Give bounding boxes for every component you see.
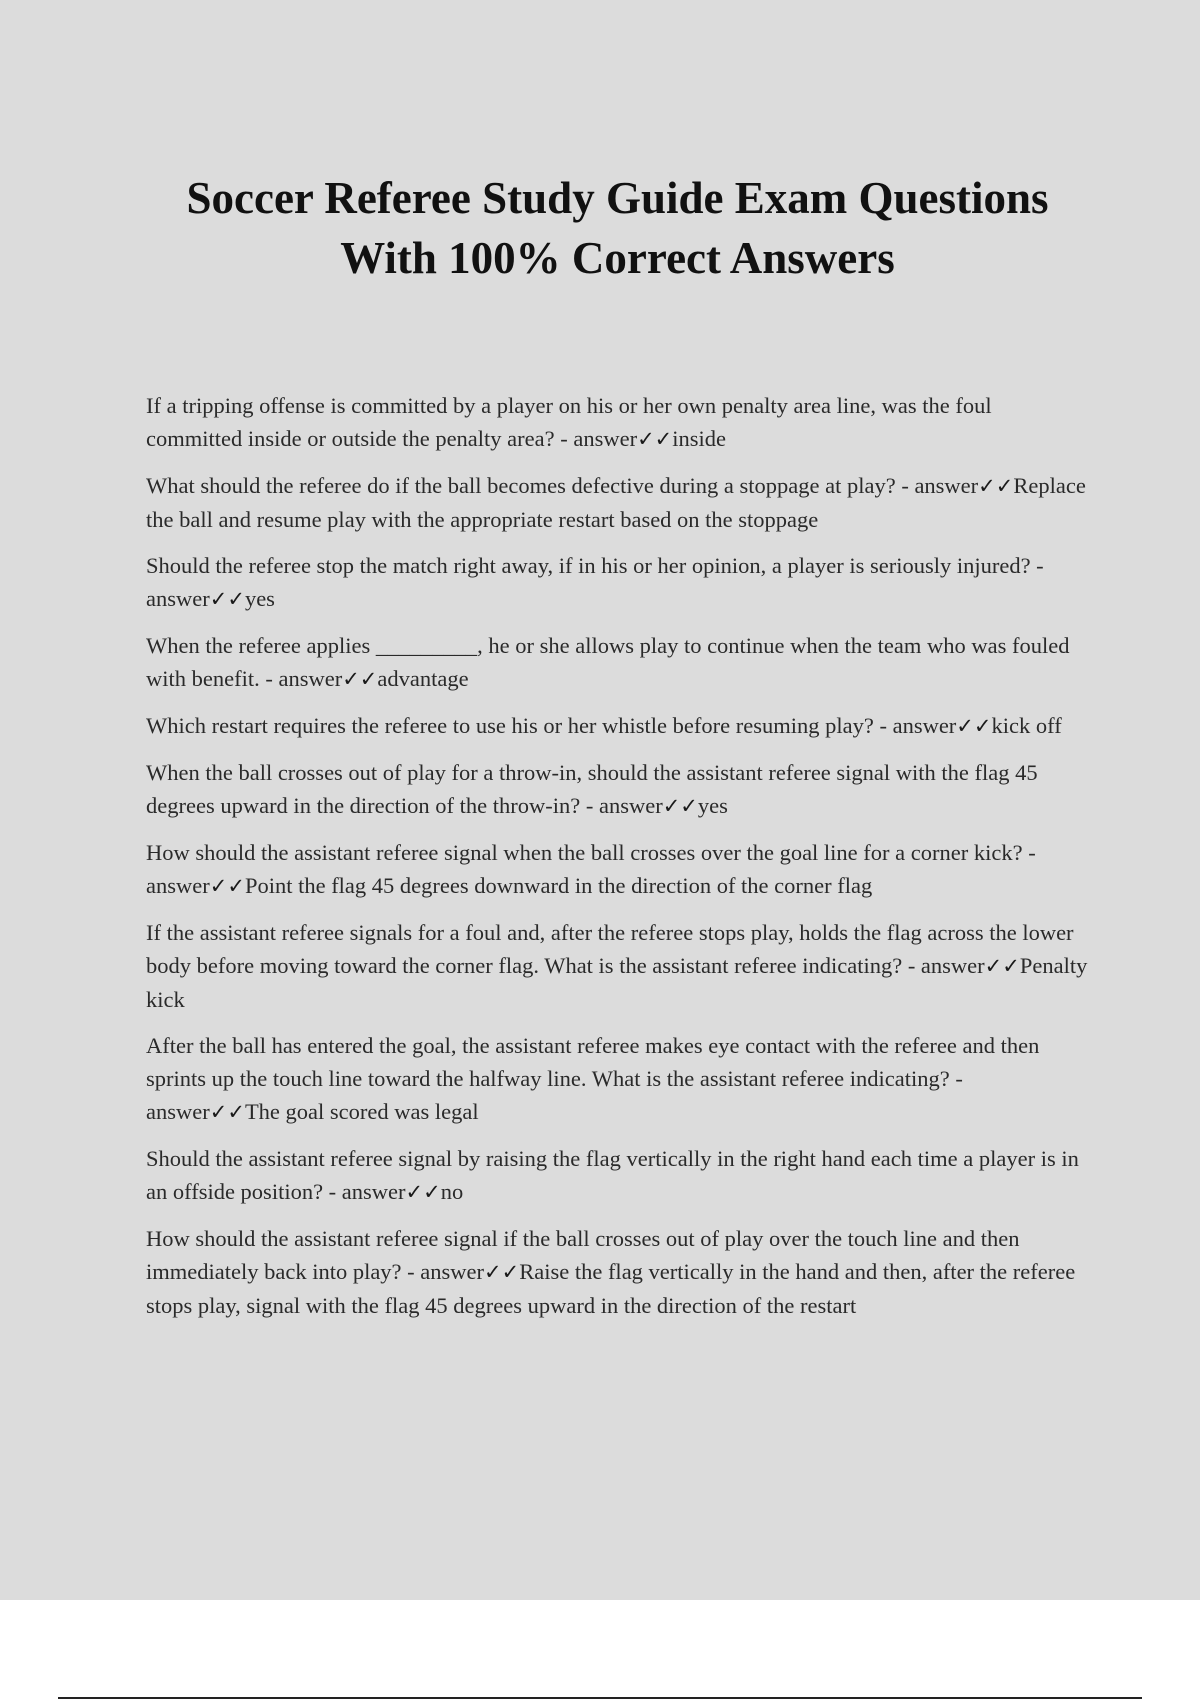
checkmark-icon: ✓✓ xyxy=(637,427,673,451)
question-item-1 xyxy=(146,389,1091,456)
question-item-3 xyxy=(146,549,1091,616)
checkmark-icon: ✓✓ xyxy=(209,587,245,611)
checkmark-icon: ✓✓ xyxy=(662,794,698,818)
checkmark-icon: ✓✓ xyxy=(209,1100,245,1124)
checkmark-icon: ✓✓ xyxy=(956,714,992,738)
question-item-11 xyxy=(146,1222,1091,1322)
question-text: What should the referee do if the ball becomes defective during a stoppage at play? - answer xyxy=(146,473,979,498)
answer-text: advantage xyxy=(377,666,469,691)
checkmark-icon: ✓✓ xyxy=(978,474,1014,498)
title-line-2: With 100% Correct Answers xyxy=(340,233,895,283)
document-title xyxy=(100,168,1135,288)
question-item-9 xyxy=(146,1029,1091,1129)
question-text: When the ball crosses out of play for a throw-in, should the assistant referee signal with the flag 45 degrees upward in the direction of the throw-in? - answer xyxy=(146,760,1038,818)
question-text: If a tripping offense is committed by a player on his or her own penalty area line, was the foul committed inside or outside the penalty area? - answer xyxy=(146,393,992,451)
answer-text: Raise the flag vertically in the hand and then, after the referee stops play, signal with the flag 45 degrees upward in the direction of the restart xyxy=(146,1259,1076,1318)
question-text: Should the referee stop the match right away, if in his or her opinion, a player is seriously injured? - answer xyxy=(146,553,1044,611)
question-item-2 xyxy=(146,469,1091,536)
question-item-8 xyxy=(146,916,1091,1016)
question-text: If the assistant referee signals for a foul and, after the referee stops play, holds the flag across the lower body before moving toward the corner flag. What is the assistant referee indicating? - answer xyxy=(146,920,1074,978)
answer-text: yes xyxy=(244,586,275,611)
question-item-5 xyxy=(146,709,1091,743)
answer-text: Penalty kick xyxy=(146,953,1088,1012)
question-text: Which restart requires the referee to use his or her whistle before resuming play? - answer xyxy=(146,713,957,738)
question-item-4 xyxy=(146,629,1091,696)
question-item-7 xyxy=(146,836,1091,903)
answer-text: no xyxy=(440,1179,464,1204)
answer-text: The goal scored was legal xyxy=(244,1099,479,1124)
answer-text: kick off xyxy=(991,713,1062,738)
answer-text: inside xyxy=(672,426,727,451)
answer-text: Replace the ball and resume play with the appropriate restart based on the stoppage xyxy=(146,473,1086,532)
answer-text: Point the flag 45 degrees downward in the direction of the corner flag xyxy=(244,873,873,898)
question-item-6 xyxy=(146,756,1091,823)
answer-text: yes xyxy=(697,793,728,818)
title-line-1: Soccer Referee Study Guide Exam Questions xyxy=(186,173,1049,223)
question-text: How should the assistant referee signal when the ball crosses over the goal line for a corner kick? - answer xyxy=(146,840,1036,898)
question-text: Should the assistant referee signal by raising the flag vertically in the right hand each time a player is in an offside position? - answer xyxy=(146,1146,1079,1204)
checkmark-icon: ✓✓ xyxy=(484,1260,520,1284)
question-item-10 xyxy=(146,1142,1091,1209)
footer-divider xyxy=(58,1697,1142,1699)
question-text: How should the assistant referee signal if the ball crosses out of play over the touch line and then immediately back into play? - answer xyxy=(146,1226,1020,1284)
question-text: When the referee applies _________, he or she allows play to continue when the team who was fouled with benefit. - answer xyxy=(146,633,1070,691)
checkmark-icon: ✓✓ xyxy=(209,874,245,898)
question-text: After the ball has entered the goal, the assistant referee makes eye contact with the referee and then sprints up the touch line toward the halfway line. What is the assistant referee indicating? - answer xyxy=(146,1033,1040,1124)
question-list xyxy=(146,389,1091,1335)
checkmark-icon: ✓✓ xyxy=(405,1180,441,1204)
checkmark-icon: ✓✓ xyxy=(984,954,1020,978)
checkmark-icon: ✓✓ xyxy=(342,667,378,691)
